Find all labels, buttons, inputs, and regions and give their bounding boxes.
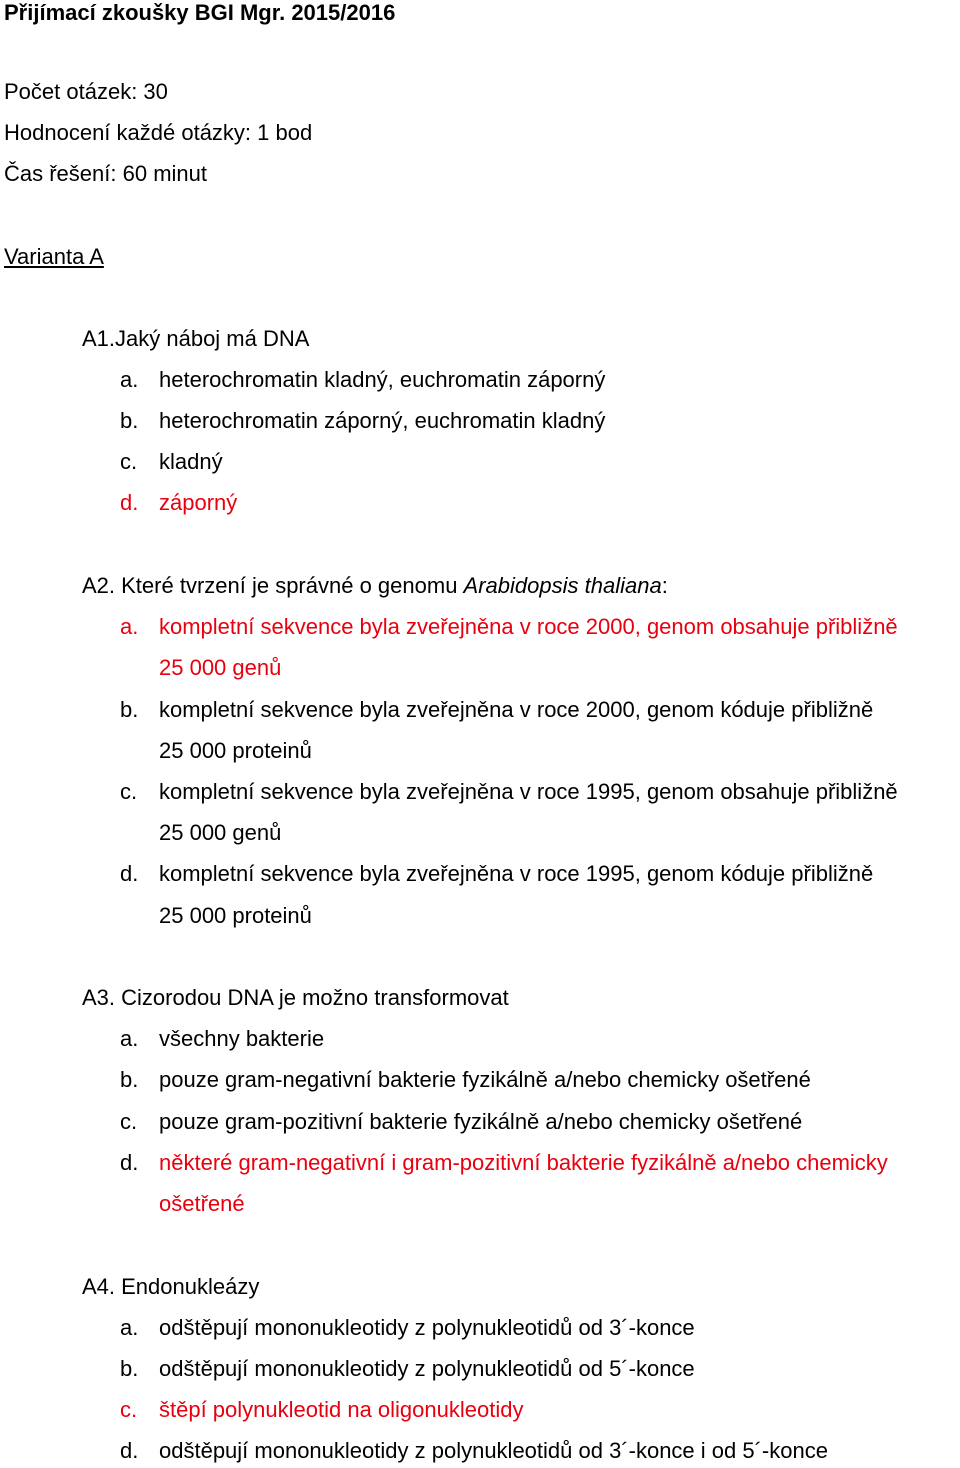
option-text-continued: 25 000 genů (159, 820, 282, 845)
option-label: c. (120, 779, 138, 804)
option-text: kompletní sekvence byla zveřejněna v roce 2000, genom kóduje přibližně (159, 697, 874, 722)
option-text: odštěpují mononukleotidy z polynukleotidů od 5´-konce (159, 1356, 695, 1381)
option-text-continued: 25 000 proteinů (159, 903, 312, 928)
option-text: heterochromatin kladný, euchromatin záporný (159, 367, 606, 392)
option-label: a. (120, 614, 139, 639)
option-text: kompletní sekvence byla zveřejněna v roce 1995, genom obsahuje přibližně (159, 779, 898, 804)
time-info: Čas řešení: 60 minut (4, 161, 207, 186)
variant-heading: Varianta A (4, 244, 104, 269)
list-item (120, 1356, 695, 1382)
option-label: c. (120, 449, 138, 474)
option-text: štěpí polynukleotid na oligonukleotidy (159, 1397, 524, 1422)
option-label: a. (120, 1026, 139, 1051)
option-label: b. (120, 697, 139, 722)
list-item (120, 449, 223, 475)
option-text: pouze gram-negativní bakterie fyzikálně a/nebo chemicky ošetřené (159, 1067, 811, 1092)
option-label: a. (120, 1315, 139, 1340)
list-item (120, 1067, 811, 1093)
list-item (120, 1315, 695, 1341)
option-text: odštěpují mononukleotidy z polynukleotidů od 3´-konce (159, 1315, 695, 1340)
option-text: kladný (159, 449, 223, 474)
option-text: heterochromatin záporný, euchromatin kladný (159, 408, 606, 433)
species-name: Arabidopsis thaliana (463, 573, 662, 598)
list-item (120, 1438, 828, 1464)
option-label: b. (120, 1067, 139, 1092)
option-label: a. (120, 367, 139, 392)
option-text-continued: 25 000 proteinů (159, 738, 312, 763)
list-item-correct (120, 490, 237, 516)
option-label: c. (120, 1109, 138, 1134)
option-text: odštěpují mononukleotidy z polynukleotidů od 3´-konce i od 5´-konce (159, 1438, 828, 1463)
list-item (120, 779, 898, 805)
option-text: všechny bakterie (159, 1026, 325, 1051)
question-suffix: : (661, 573, 668, 598)
question-prefix: A2. Které tvrzení je správné o genomu (82, 573, 464, 598)
option-text-continued: ošetřené (159, 1191, 245, 1216)
question-a2 (82, 573, 668, 599)
list-item (120, 367, 605, 393)
option-label: d. (120, 1438, 139, 1463)
option-label: d. (120, 490, 139, 515)
question-a4: A4. Endonukleázy (82, 1274, 260, 1299)
list-item-correct (120, 1150, 888, 1176)
option-text: pouze gram-pozitivní bakterie fyzikálně a/nebo chemicky ošetřené (159, 1109, 803, 1134)
question-count: Počet otázek: 30 (4, 79, 168, 104)
option-text: některé gram-negativní i gram-pozitivní bakterie fyzikálně a/nebo chemicky (159, 1150, 888, 1175)
option-text: kompletní sekvence byla zveřejněna v roce 2000, genom obsahuje přibližně (159, 614, 898, 639)
option-text: kompletní sekvence byla zveřejněna v roce 1995, genom kóduje přibližně (159, 861, 874, 886)
list-item-correct (120, 614, 898, 640)
option-label: b. (120, 1356, 139, 1381)
list-item (120, 1026, 324, 1052)
list-item (120, 408, 605, 434)
question-a1: A1.Jaký náboj má DNA (82, 326, 310, 351)
list-item (120, 861, 873, 887)
list-item (120, 697, 873, 723)
document-title: Přijímací zkoušky BGI Mgr. 2015/2016 (4, 0, 396, 25)
scoring-info: Hodnocení každé otázky: 1 bod (4, 120, 313, 145)
option-label: b. (120, 408, 139, 433)
option-label: d. (120, 861, 139, 886)
option-text-continued: 25 000 genů (159, 655, 282, 680)
option-label: d. (120, 1150, 139, 1175)
list-item (120, 1109, 802, 1135)
option-text: záporný (159, 490, 238, 515)
list-item-correct (120, 1397, 523, 1423)
question-a3: A3. Cizorodou DNA je možno transformovat (82, 985, 509, 1010)
option-label: c. (120, 1397, 138, 1422)
